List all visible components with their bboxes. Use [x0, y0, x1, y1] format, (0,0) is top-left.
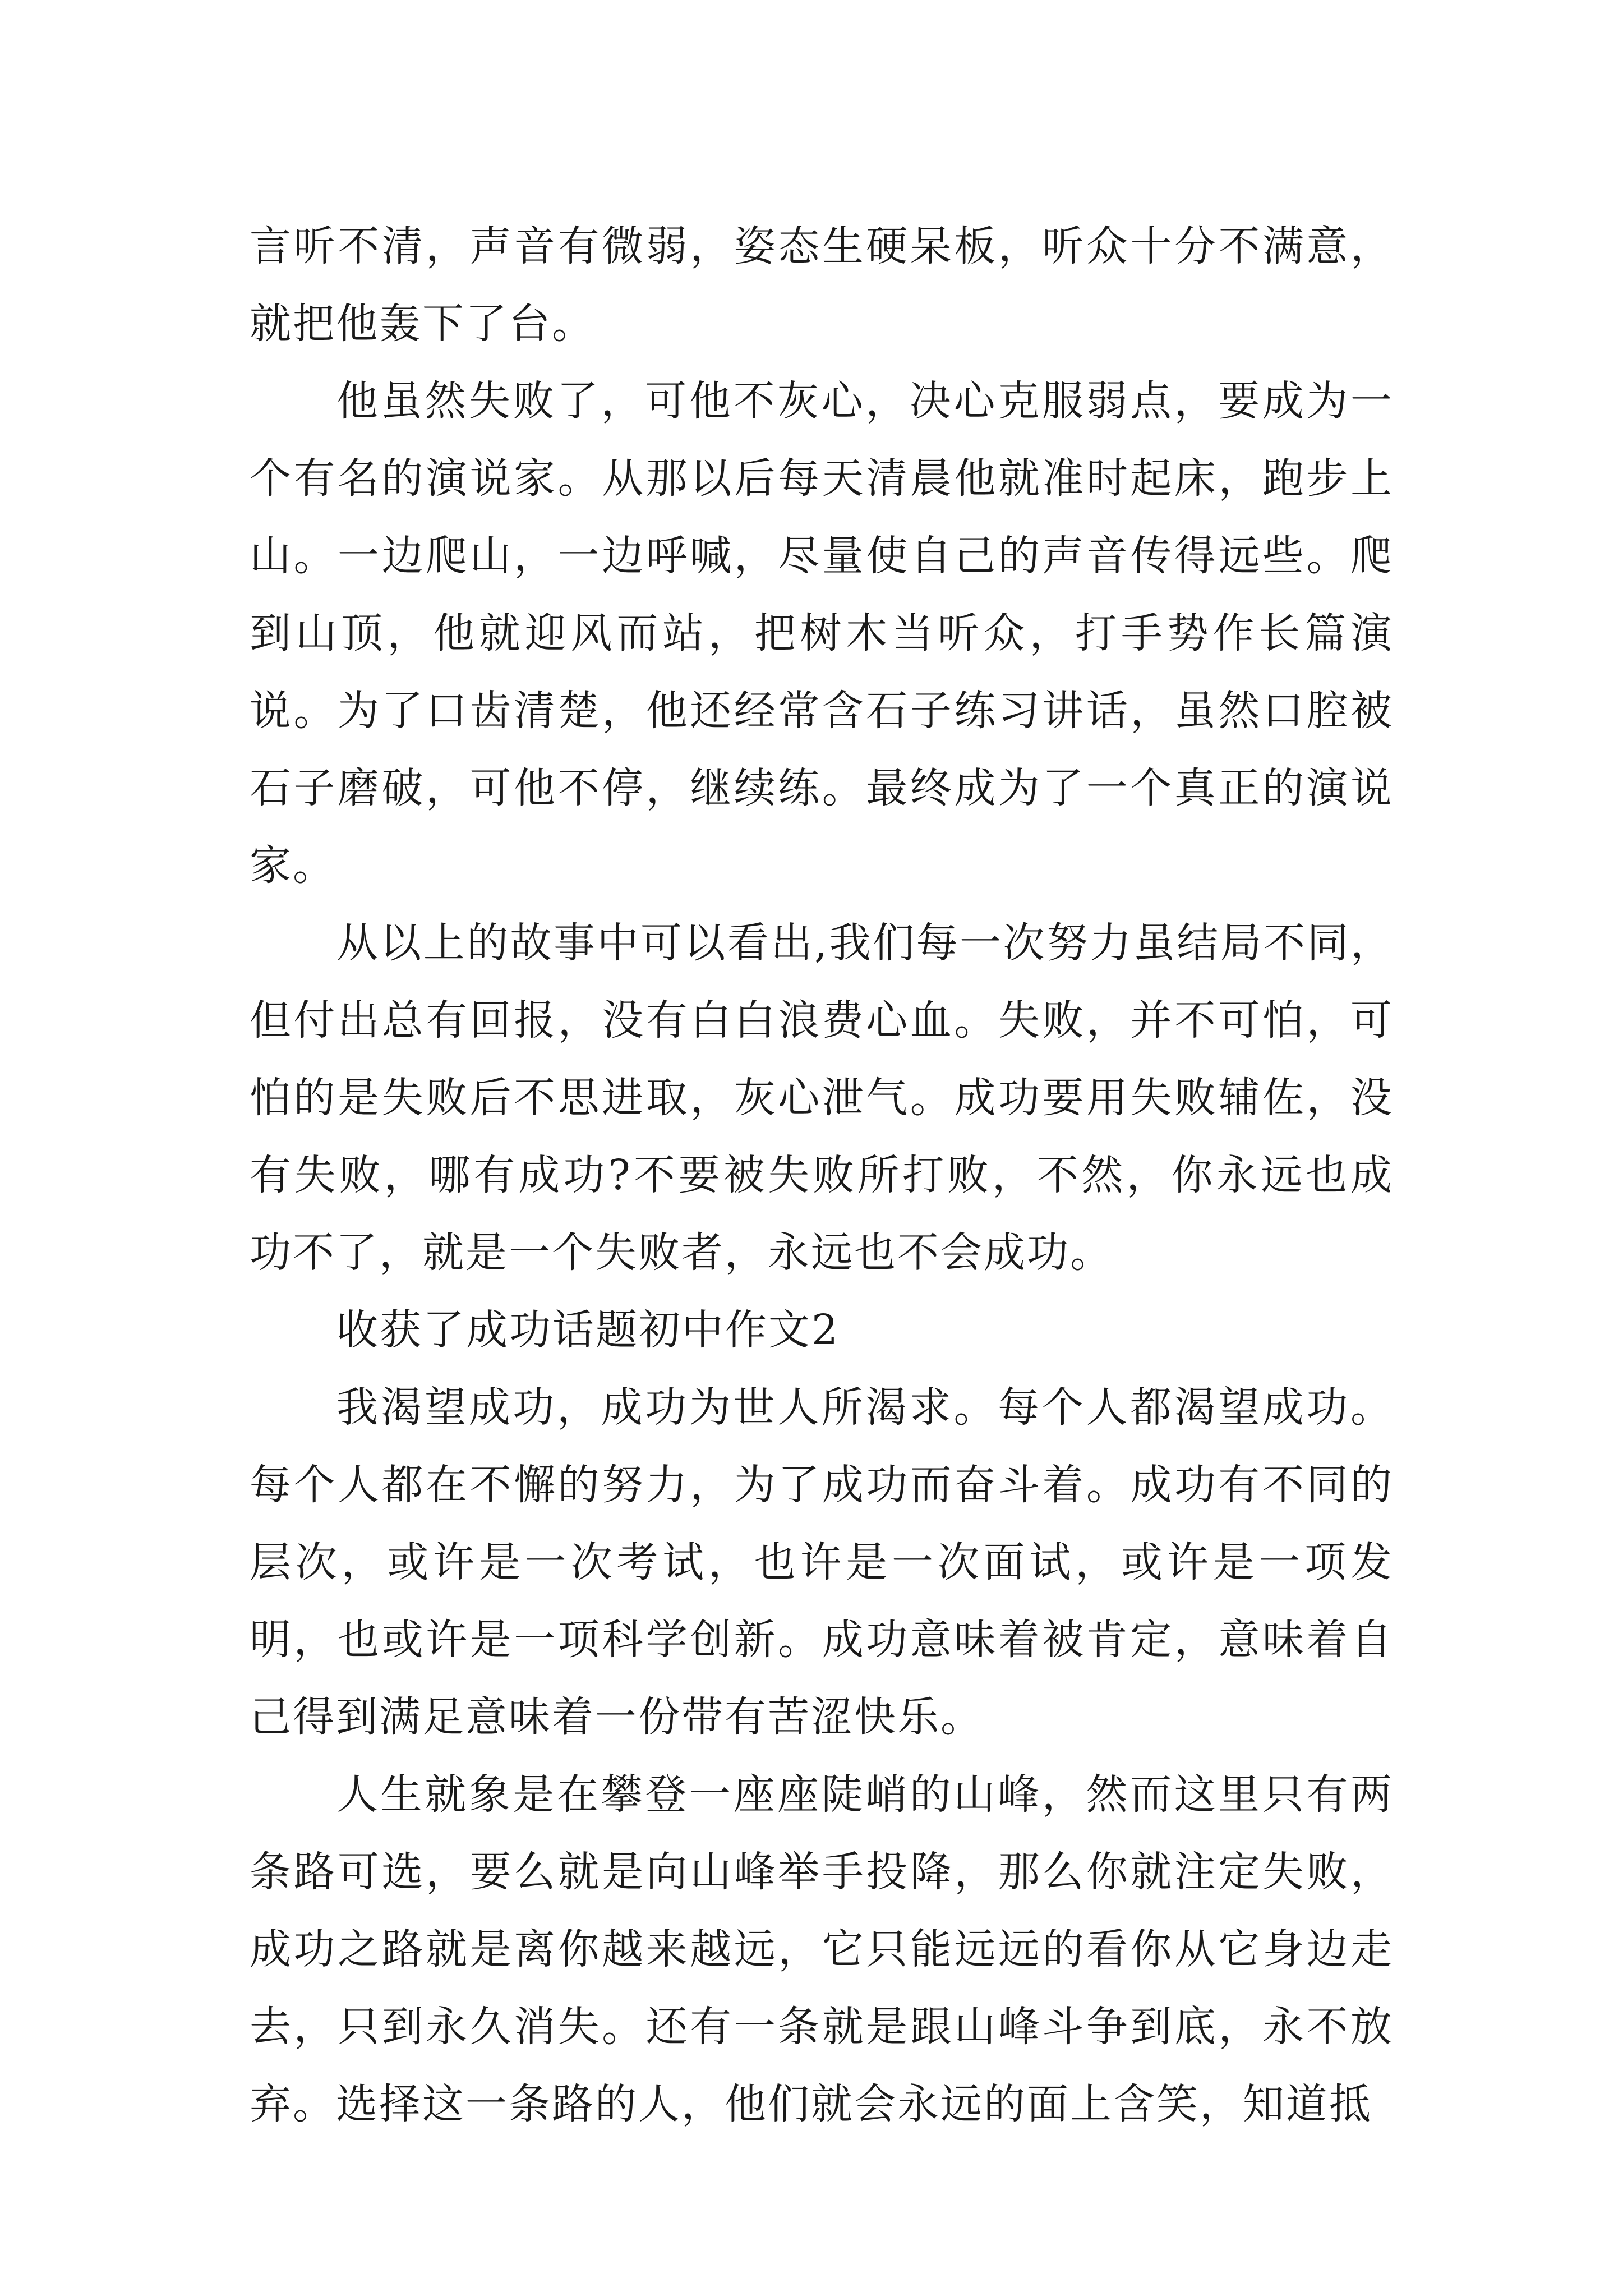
paragraph-continuation: 言听不清，声音有微弱，姿态生硬呆板，听众十分不满意，就把他轰下了台。	[250, 222, 1394, 348]
paragraph-orator-practice: 他虽然失败了，可他不灰心，决心克服弱点，要成为一个有名的演说家。从那以后每天清晨他就准时起床，跑步上山。一边爬山，一边呼喊，尽量使自己的声音传得远些。爬到山顶，他就迎风而站，把树木当听众，打手势作长篇演说。为了口齿清楚，他还经常含石子练习讲话，虽然口腔被石子磨破，可他不停，继续练。最终成为了一个真正的演说家。	[250, 377, 1394, 890]
essay-title: 收获了成功话题初中作文2	[336, 1306, 840, 1354]
paragraph-mountain-metaphor: 人生就象是在攀登一座座陡峭的山峰，然而这里只有两条路可选，要么就是向山峰举手投降，那么你就注定失败，成功之路就是离你越来越远，它只能远远的看你从它身边走去，只到永久消失。还有一条就是跟山峰斗争到底，永不放弃。选择这一条路的人，他们就会永远的面上含笑，知道抵	[250, 1770, 1394, 2128]
paragraph-conclusion: 从以上的故事中可以看出,我们每一次努力虽结局不同，但付出总有回报，没有白白浪费心血。失败，并不可怕，可怕的是失败后不思进取，灰心泄气。成功要用失败辅佐，没有失败，哪有成功?不要被失败所打败，不然，你永远也成功不了，就是一个失败者，永远也不会成功。	[250, 919, 1394, 1277]
paragraph-desire-success: 我渴望成功，成功为世人所渴求。每个人都渴望成功。每个人都在不懈的努力，为了成功而奋斗着。成功有不同的层次，或许是一次考试，也许是一次面试，或许是一项发明，也或许是一项科学创新。成功意味着被肯定，意味着自己得到满足意味着一份带有苦涩快乐。	[250, 1383, 1394, 1741]
document-body	[250, 208, 1394, 2143]
